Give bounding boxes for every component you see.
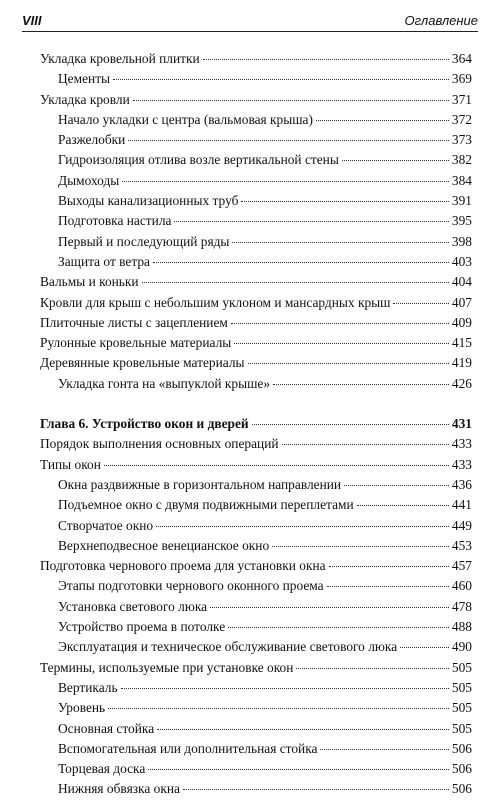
toc-entry-page: 505 bbox=[451, 720, 472, 736]
toc-entry[interactable] bbox=[40, 536, 472, 556]
toc-entry-page: 506 bbox=[451, 740, 472, 756]
toc-entry-page: 398 bbox=[451, 233, 472, 249]
toc-entry-title: Плиточные листы с зацеплением bbox=[40, 314, 228, 330]
dot-leader bbox=[104, 465, 449, 466]
toc-entry[interactable] bbox=[40, 374, 472, 394]
dot-leader bbox=[320, 749, 448, 750]
toc-entry[interactable] bbox=[40, 516, 472, 536]
toc-entry-title: Цементы bbox=[58, 71, 111, 87]
page-number: VIII bbox=[22, 13, 42, 28]
toc-entry-page: 490 bbox=[451, 639, 472, 655]
toc-entry[interactable] bbox=[40, 90, 472, 110]
section-gap bbox=[40, 394, 472, 414]
toc-entry-page: 441 bbox=[451, 497, 472, 513]
toc-entry[interactable] bbox=[40, 171, 472, 191]
toc-entry-page: 369 bbox=[451, 71, 472, 87]
dot-leader bbox=[272, 546, 449, 547]
toc-entry-title: Выходы канализационных труб bbox=[58, 193, 239, 209]
toc-chapter-6[interactable] bbox=[40, 414, 472, 434]
toc-entry-page: 506 bbox=[451, 761, 472, 777]
dot-leader bbox=[148, 769, 449, 770]
toc-entry-page: 505 bbox=[451, 659, 472, 675]
toc-entry-page: 371 bbox=[451, 91, 472, 107]
toc-entry[interactable] bbox=[40, 698, 472, 718]
toc-entry-title: Дымоходы bbox=[58, 172, 120, 188]
toc-entry-title: Верхнеподвесное венецианское окно bbox=[58, 537, 270, 553]
toc-entry-page: 457 bbox=[451, 558, 472, 574]
toc-entry-title: Торцевая доска bbox=[58, 761, 146, 777]
dot-leader bbox=[327, 586, 449, 587]
toc-entry-title: Вертикаль bbox=[58, 679, 118, 695]
toc-section-windows bbox=[40, 434, 472, 799]
toc-entry-title: Рулонные кровельные материалы bbox=[40, 335, 232, 351]
toc-entry-title: Защита от ветра bbox=[58, 253, 150, 269]
toc-entry-title: Окна раздвижные в горизонтальном направлении bbox=[58, 476, 342, 492]
dot-leader bbox=[344, 485, 449, 486]
toc-entry[interactable] bbox=[40, 658, 472, 678]
dot-leader bbox=[400, 647, 449, 648]
toc-entry-page: 404 bbox=[451, 274, 472, 290]
toc-entry-title: Укладка кровельной плитки bbox=[40, 51, 200, 66]
toc-entry[interactable] bbox=[40, 495, 472, 515]
toc-entry[interactable] bbox=[40, 211, 472, 231]
toc-entry[interactable] bbox=[40, 110, 472, 130]
dot-leader bbox=[296, 668, 448, 669]
toc-entry-title: Термины, используемые при установке окон bbox=[40, 659, 294, 675]
toc-entry[interactable] bbox=[40, 69, 472, 89]
dot-leader bbox=[174, 221, 448, 222]
toc-entry-page: 449 bbox=[451, 517, 472, 533]
toc-entry-page: 488 bbox=[451, 619, 472, 635]
toc-entry[interactable] bbox=[40, 150, 472, 170]
toc-entry-page: 431 bbox=[451, 416, 472, 432]
toc-entry[interactable] bbox=[40, 556, 472, 576]
dot-leader bbox=[142, 282, 449, 283]
toc-entry-page: 373 bbox=[451, 132, 472, 148]
dot-leader bbox=[357, 505, 449, 506]
toc-entry-page: 364 bbox=[451, 51, 472, 66]
toc-entry-title: Начало укладки с центра (вальмовая крыша) bbox=[58, 111, 313, 127]
toc-entry[interactable] bbox=[40, 678, 472, 698]
toc-entry-page: 453 bbox=[451, 537, 472, 553]
toc-entry-title: Устройство проема в потолке bbox=[58, 619, 226, 635]
dot-leader bbox=[232, 242, 448, 243]
toc-entry-title: Подготовка настила bbox=[58, 213, 172, 229]
toc-entry[interactable] bbox=[40, 313, 472, 333]
toc-entry[interactable] bbox=[40, 353, 472, 373]
toc-entry-title: Укладка кровли bbox=[40, 91, 130, 107]
toc-entry-page: 372 bbox=[451, 111, 472, 127]
toc-entry-title: Порядок выполнения основных операций bbox=[40, 436, 279, 452]
toc-entry-page: 426 bbox=[451, 375, 472, 391]
dot-leader bbox=[183, 789, 449, 790]
page-header bbox=[22, 13, 478, 32]
toc-entry-title: Первый и последующий ряды bbox=[58, 233, 230, 249]
table-of-contents bbox=[40, 49, 472, 800]
toc-entry-title: Вспомогательная или дополнительная стойка bbox=[58, 740, 318, 756]
toc-entry-title: Подготовка чернового проема для установки окна bbox=[40, 558, 326, 574]
dot-leader bbox=[273, 384, 449, 385]
dot-leader bbox=[128, 140, 449, 141]
toc-entry-page: 395 bbox=[451, 213, 472, 229]
toc-entry-title: Основная стойка bbox=[58, 720, 155, 736]
toc-entry-title: Гидроизоляция отлива возле вертикальной стены bbox=[58, 152, 339, 168]
toc-entry[interactable] bbox=[40, 252, 472, 272]
toc-entry-page: 460 bbox=[451, 578, 472, 594]
toc-entry-title: Глава 6. Устройство окон и дверей bbox=[40, 416, 249, 432]
toc-entry-page: 415 bbox=[451, 335, 472, 351]
dot-leader bbox=[157, 729, 449, 730]
toc-entry-page: 391 bbox=[451, 193, 472, 209]
dot-leader bbox=[121, 688, 449, 689]
toc-entry-title: Уровень bbox=[58, 700, 106, 716]
toc-entry-title: Нижняя обвязка окна bbox=[58, 781, 180, 797]
toc-entry-page: 384 bbox=[451, 172, 472, 188]
dot-leader bbox=[282, 444, 449, 445]
dot-leader bbox=[248, 363, 449, 364]
toc-entry-title: Створчатое окно bbox=[58, 517, 154, 533]
toc-entry-title: Эксплуатация и техническое обслуживание светового люка bbox=[58, 639, 398, 655]
toc-entry-title: Укладка гонта на «выпуклой крыше» bbox=[58, 375, 271, 391]
toc-entry[interactable] bbox=[40, 719, 472, 739]
toc-entry-page: 436 bbox=[451, 476, 472, 492]
toc-entry-page: 506 bbox=[451, 781, 472, 797]
dot-leader bbox=[156, 526, 449, 527]
dot-leader bbox=[329, 566, 449, 567]
dot-leader bbox=[342, 160, 449, 161]
toc-entry[interactable] bbox=[40, 232, 472, 252]
toc-entry[interactable] bbox=[40, 333, 472, 353]
dot-leader bbox=[241, 201, 449, 202]
toc-entry-title: Типы окон bbox=[40, 456, 101, 472]
toc-entry[interactable] bbox=[40, 475, 472, 495]
toc-entry[interactable] bbox=[40, 576, 472, 596]
toc-entry-page: 407 bbox=[451, 294, 472, 310]
dot-leader bbox=[393, 303, 448, 304]
toc-entry-page: 505 bbox=[451, 679, 472, 695]
toc-entry[interactable] bbox=[40, 779, 472, 799]
dot-leader bbox=[231, 323, 449, 324]
dot-leader bbox=[210, 607, 449, 608]
toc-entry[interactable] bbox=[40, 272, 472, 292]
toc-entry-page: 382 bbox=[451, 152, 472, 168]
toc-entry-title: Этапы подготовки чернового оконного проема bbox=[58, 578, 324, 594]
toc-entry[interactable] bbox=[40, 739, 472, 759]
toc-entry[interactable] bbox=[40, 637, 472, 657]
toc-entry-page: 419 bbox=[451, 355, 472, 371]
dot-leader bbox=[234, 343, 449, 344]
dot-leader bbox=[122, 181, 449, 182]
toc-entry[interactable] bbox=[40, 434, 472, 454]
toc-entry[interactable] bbox=[40, 293, 472, 313]
toc-entry[interactable] bbox=[40, 130, 472, 150]
toc-entry[interactable] bbox=[40, 191, 472, 211]
toc-entry[interactable] bbox=[40, 617, 472, 637]
toc-entry-page: 403 bbox=[451, 253, 472, 269]
toc-entry-page: 433 bbox=[451, 456, 472, 472]
dot-leader bbox=[203, 59, 449, 60]
toc-entry[interactable] bbox=[40, 759, 472, 779]
toc-entry[interactable] bbox=[40, 455, 472, 475]
toc-entry-title: Вальмы и коньки bbox=[40, 274, 139, 290]
toc-entry-title: Разжелобки bbox=[58, 132, 126, 148]
dot-leader bbox=[133, 100, 449, 101]
toc-entry-title: Деревянные кровельные материалы bbox=[40, 355, 245, 371]
running-title: Оглавление bbox=[404, 13, 478, 28]
toc-entry[interactable] bbox=[40, 597, 472, 617]
toc-entry-page: 478 bbox=[451, 598, 472, 614]
toc-entry-title: Кровли для крыш с небольшим уклоном и мансардных крыш bbox=[40, 294, 391, 310]
dot-leader bbox=[228, 627, 449, 628]
toc-entry[interactable] bbox=[40, 49, 472, 69]
toc-entry-page: 409 bbox=[451, 314, 472, 330]
toc-entry-title: Установка светового люка bbox=[58, 598, 208, 614]
dot-leader bbox=[252, 424, 449, 425]
dot-leader bbox=[113, 79, 449, 80]
toc-entry-page: 505 bbox=[451, 700, 472, 716]
toc-entry-page: 433 bbox=[451, 436, 472, 452]
dot-leader bbox=[108, 708, 449, 709]
toc-entry-title: Подъемное окно с двумя подвижными переплетами bbox=[58, 497, 354, 513]
toc-section-roofing bbox=[40, 49, 472, 394]
dot-leader bbox=[153, 262, 449, 263]
dot-leader bbox=[316, 120, 449, 121]
